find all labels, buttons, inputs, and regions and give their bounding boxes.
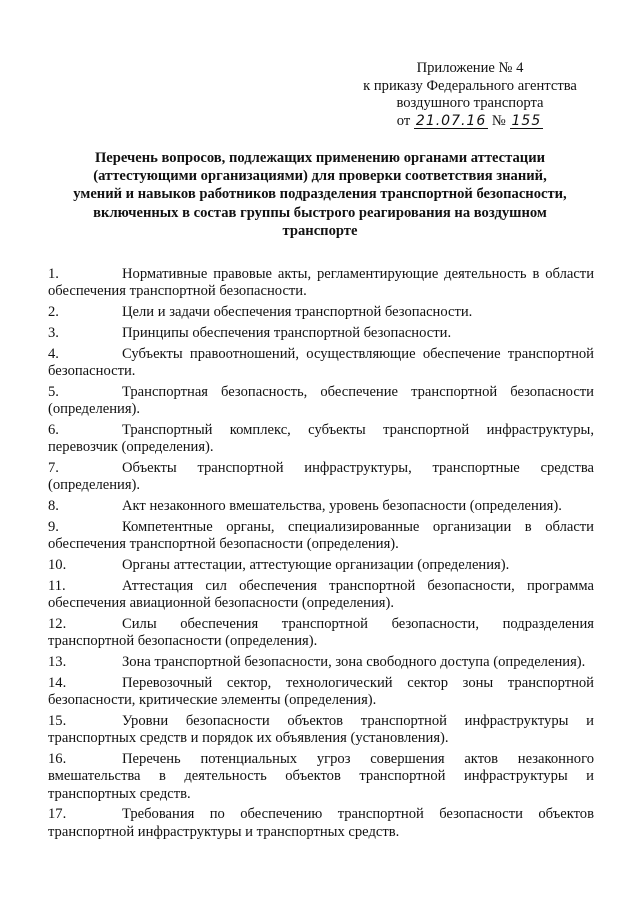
- list-item-text: Перевозочный сектор, технологический сектор зоны транспортной безопасности, критические элементы (определения).: [48, 674, 594, 709]
- order-prefix: от: [396, 112, 411, 129]
- list-item: [48, 498, 594, 515]
- list-item: [48, 266, 594, 301]
- order-no-label: №: [491, 112, 506, 129]
- list-item-text: Субъекты правоотношений, осуществляющие обеспечение транспортной безопасности.: [48, 345, 594, 379]
- list-item-number: 14.: [48, 674, 67, 691]
- list-item-number: 8.: [48, 498, 59, 515]
- list-item: [48, 578, 594, 613]
- appendix-line3: воздушного транспорта: [396, 95, 544, 111]
- list-item-text: Цели и задачи обеспечения транспортной безопасности.: [122, 304, 473, 321]
- list-item-text: Принципы обеспечения транспортной безопасности.: [122, 324, 452, 341]
- list-item-number: 13.: [48, 653, 67, 670]
- list-item-number: 15.: [48, 712, 67, 729]
- list-item: [48, 422, 594, 457]
- list-item-text: Акт незаконного вмешательства, уровень безопасности (определения).: [122, 498, 562, 515]
- list-item-text: Аттестация сил обеспечения транспортной безопасности, программа обеспечения авиационной безопасности (определения).: [48, 577, 594, 612]
- list-item-text: Нормативные правовые акты, регламентирующие деятельность в области обеспечения транспортной безопасности.: [48, 266, 594, 300]
- list-item: [48, 519, 594, 554]
- list-item-number: 16.: [48, 750, 67, 767]
- question-list: [48, 266, 594, 844]
- list-item-number: 4.: [48, 345, 59, 362]
- appendix-line2: к приказу Федерального агентства: [363, 77, 577, 94]
- list-item: [48, 460, 594, 495]
- list-item-text: Силы обеспечения транспортной безопасности, подразделения транспортной безопасности (определения).: [48, 615, 594, 650]
- appendix-header: [345, 60, 595, 130]
- list-item-number: 2.: [48, 304, 59, 321]
- list-item-number: 17.: [48, 806, 67, 823]
- list-item-number: 9.: [48, 518, 59, 535]
- list-item-text: Органы аттестации, аттестующие организации (определения).: [122, 556, 510, 573]
- list-item-number: 12.: [48, 615, 67, 632]
- list-item: [48, 806, 594, 841]
- list-item-number: 5.: [48, 383, 59, 400]
- list-item: [48, 751, 594, 803]
- order-number: 155: [511, 112, 542, 129]
- list-item-number: 7.: [48, 459, 59, 476]
- list-item-text: Транспортная безопасность, обеспечение транспортной безопасности (определения).: [48, 383, 594, 418]
- list-item: [48, 616, 594, 651]
- list-item-text: Компетентные органы, специализированные организации в области обеспечения транспортной безопасности (определения).: [48, 518, 594, 553]
- list-item-text: Объекты транспортной инфраструктуры, транспортные средства (определения).: [48, 459, 594, 494]
- list-item-number: 6.: [48, 421, 59, 438]
- list-item-number: 10.: [48, 556, 67, 573]
- order-date: 21.07.16: [415, 112, 487, 129]
- list-item-number: 3.: [48, 324, 59, 341]
- list-item: [48, 384, 594, 419]
- list-item-text: Транспортный комплекс, субъекты транспортной инфраструктуры, перевозчик (определения).: [48, 421, 594, 456]
- list-item-number: 11.: [48, 577, 66, 594]
- list-item: [48, 557, 594, 574]
- list-item: [48, 675, 594, 710]
- list-item: [48, 346, 594, 381]
- document-title: Перечень вопросов, подлежащих применению органами аттестации (аттестующими организациями) для проверки соответствия знаний, умений и навыков работников подразделения транспортной безопасности, включенных в состав группы быстрого реагирования на воздушном транспорте: [73, 150, 567, 239]
- order-reference: [345, 113, 595, 131]
- list-item-text: Уровни безопасности объектов транспортной инфраструктуры и транспортных средств и порядок их объявления (установления).: [48, 712, 594, 747]
- list-item-number: 1.: [48, 266, 59, 282]
- list-item: [48, 325, 594, 342]
- list-item: [48, 304, 594, 321]
- list-item: [48, 654, 594, 671]
- list-item-text: Зона транспортной безопасности, зона свободного доступа (определения).: [122, 653, 586, 670]
- list-item: [48, 713, 594, 748]
- list-item-text: Перечень потенциальных угроз совершения актов незаконного вмешательства в деятельность объектов транспортной инфраструктуры и транспортных средств.: [48, 750, 594, 802]
- list-item-text: Требования по обеспечению транспортной безопасности объектов транспортной инфраструктуры и транспортных средств.: [48, 806, 594, 840]
- appendix-line1: Приложение № 4: [416, 60, 524, 76]
